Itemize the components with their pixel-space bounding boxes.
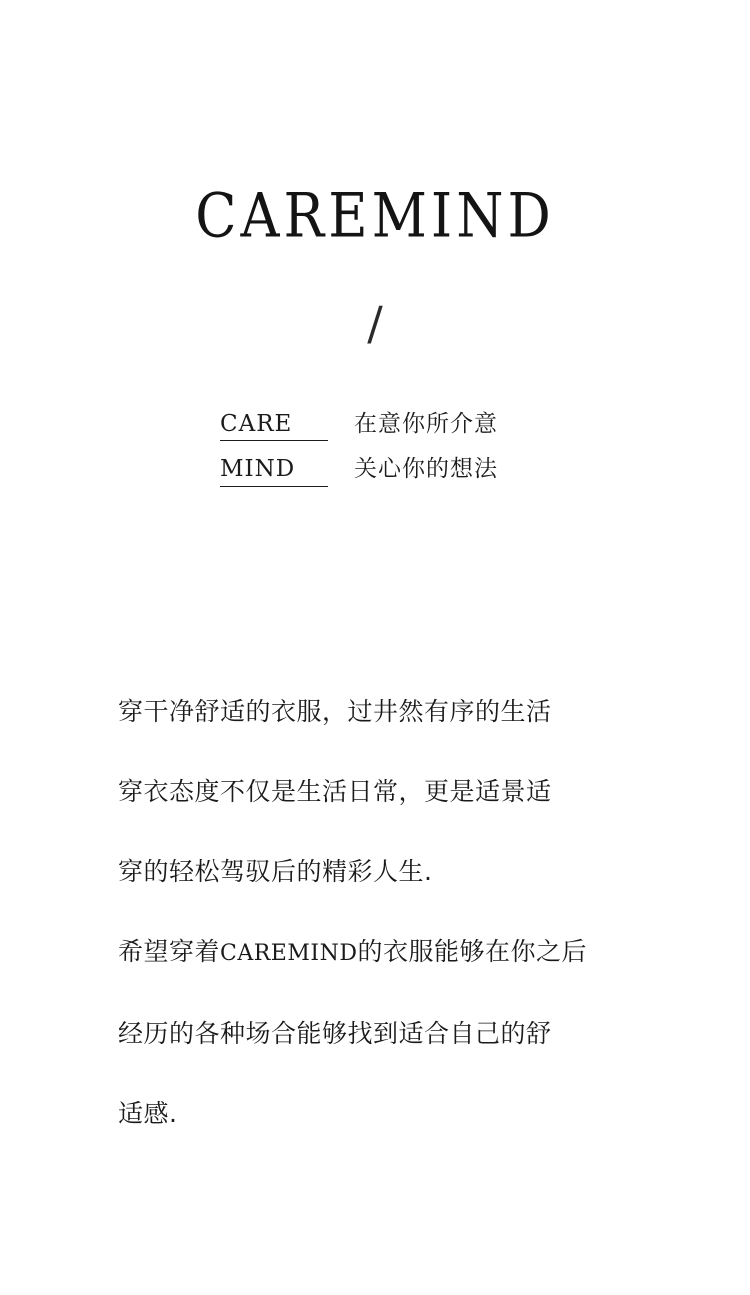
slash-divider [0, 296, 750, 350]
tagline-row [220, 412, 530, 441]
inline-brand-name: CAREMIND [220, 941, 358, 966]
body-line: 经历的各种场合能够找到适合自己的舒 [118, 1019, 552, 1048]
brand-name: CAREMIND [195, 180, 555, 251]
tagline-key-mind: MIND [220, 457, 328, 486]
body-copy [118, 672, 634, 1154]
body-line: 适感. [118, 1099, 178, 1128]
tagline-value-care: 在意你所介意 [354, 411, 498, 437]
brand-logo [0, 180, 750, 251]
body-line: 穿衣态度不仅是生活日常，更是适景适 [118, 777, 552, 806]
tagline-row [220, 457, 530, 486]
body-line: 穿的轻松驾驭后的精彩人生. [118, 857, 433, 886]
tagline-key-care: CARE [220, 412, 328, 441]
body-line: 希望穿着CAREMIND的衣服能够在你之后 [118, 937, 587, 966]
tagline-value-mind: 关心你的想法 [354, 456, 498, 483]
body-line: 穿干净舒适的衣服，过井然有序的生活 [118, 697, 552, 726]
tagline-block [0, 412, 750, 487]
slash-icon: / [367, 296, 383, 350]
